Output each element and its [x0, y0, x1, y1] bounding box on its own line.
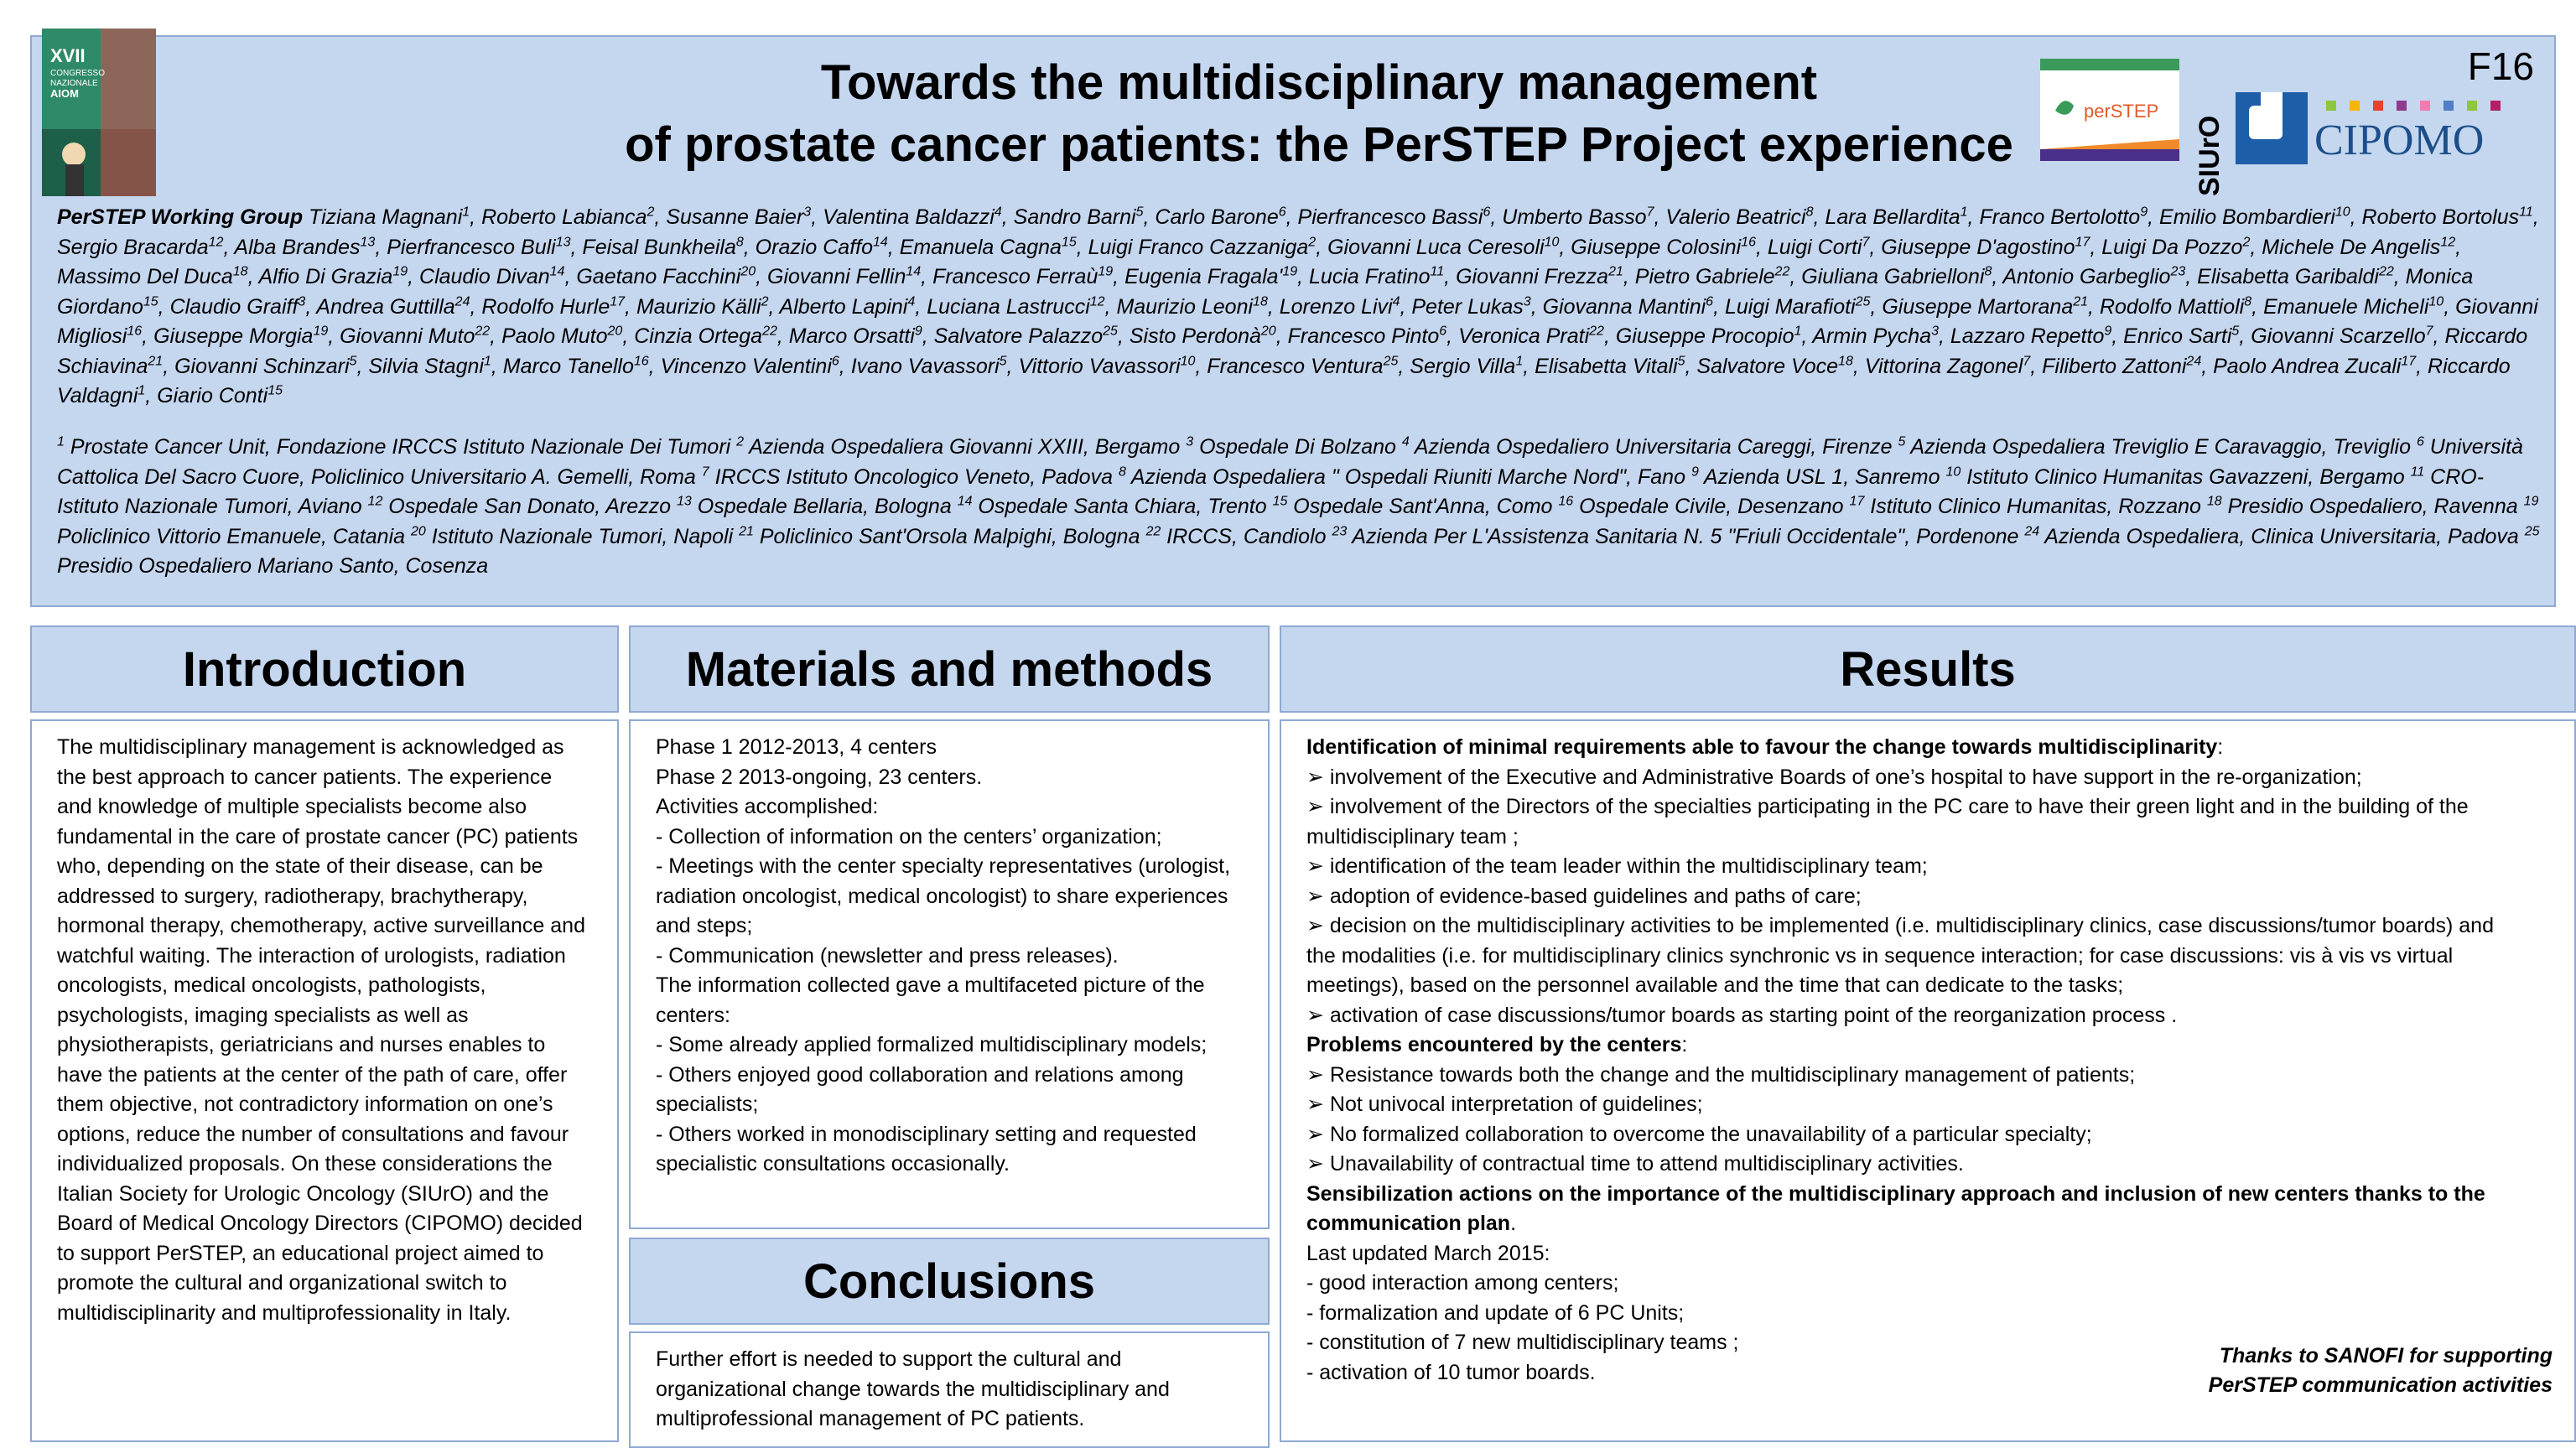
author-affiliation-index: 24: [2186, 354, 2202, 369]
author-affiliation-index: 25: [1383, 354, 1399, 369]
affiliation: Azienda Ospedaliera Giovanni XXIII, Bergamo: [744, 435, 1187, 459]
affiliation-index: 8: [1118, 465, 1126, 480]
author-affiliation-index: 22: [762, 324, 777, 339]
affiliation-index: 1: [57, 434, 65, 449]
author-affiliation-index: 16: [127, 324, 143, 339]
author-affiliation-index: 19: [313, 324, 329, 339]
affiliation: Azienda Ospedaliero Universitaria Careggi, Firenze: [1409, 435, 1898, 459]
author-name: Luigi Franco Cazzaniga$^2$: [1088, 235, 1317, 259]
methods-line: - Communication (newsletter and press releases).: [656, 943, 1119, 968]
author-affiliation-index: 24: [454, 294, 470, 309]
author-name: Giuseppe Martorana$^{21}$: [1882, 294, 2089, 319]
affiliation-index: 25: [2524, 524, 2540, 539]
affiliation-index: 20: [411, 524, 426, 539]
methods-line: - Some already applied formalized multidisciplinary models;: [656, 1033, 1208, 1056]
author-name: Salvatore Palazzo$^{25}$: [933, 324, 1118, 348]
acknowledgement: [2209, 1342, 2553, 1400]
author-affiliation-index: 22: [475, 324, 491, 339]
svg-text:CIPOMO: CIPOMO: [2314, 117, 2485, 164]
affiliation: Presidio Ospedaliero, Ravenna: [2221, 495, 2524, 518]
author-name: Rodolfo Mattioli$^8$: [2099, 294, 2252, 319]
author-affiliation-index: 18: [1838, 354, 1853, 369]
affiliation: Azienda USL 1, Sanremo: [1698, 465, 1946, 489]
author-affiliation-index: 15: [1061, 235, 1077, 250]
affiliation-index: 18: [2206, 494, 2222, 509]
author-affiliation-index: 4: [1392, 294, 1400, 309]
author-name: Lazzaro Repetto$^9$: [1950, 324, 2112, 348]
affiliation: Azienda Ospedaliera, Clinica Universitaria, Padova: [2039, 524, 2525, 548]
problems-title: Problems encountered by the centers: [1306, 1033, 1682, 1056]
author-affiliation-index: 1: [462, 205, 470, 220]
conclusions-body: Further effort is needed to support the cultural and organizational change towards the multidisciplinary and multiprofessional management of PC patients.: [629, 1331, 1270, 1448]
author-name: Salvatore Voce$^{18}$: [1696, 354, 1853, 378]
author-affiliation-index: 2: [761, 294, 769, 309]
author-affiliation-index: 13: [360, 235, 376, 250]
author-name: Massimo Del Duca$^{18}$: [57, 264, 248, 288]
author-name: Rodolfo Hurle$^{17}$: [481, 294, 626, 319]
author-affiliation-index: 2: [2242, 235, 2251, 250]
methods-line: - Meetings with the center specialty representatives (urologist, radiation oncologist, medical oncologist) to share experiences and steps;: [656, 854, 1231, 937]
author-name: Alberto Lapini$^4$: [779, 294, 916, 319]
identification-item: ➢ activation of case discussions/tumor boards as starting point of the reorganization process .: [1306, 1003, 2178, 1027]
author-affiliation-index: 9: [2104, 324, 2112, 339]
author-affiliation-index: 20: [607, 324, 623, 339]
author-affiliation-index: 6: [1439, 324, 1447, 339]
author-name: Emanuele Micheli$^{10}$: [2263, 294, 2444, 319]
svg-text:perSTEP: perSTEP: [2084, 101, 2159, 122]
author-affiliation-index: 14: [873, 235, 888, 250]
author-affiliation-index: 22: [1589, 324, 1604, 339]
affiliation-index: 11: [2410, 465, 2425, 480]
methods-line: Activities accomplished:: [656, 795, 879, 818]
congress-logo: [42, 29, 156, 196]
author-affiliation-index: 17: [2401, 354, 2417, 369]
methods-line: The information collected gave a multifaceted picture of the centers:: [656, 973, 1205, 1027]
author-affiliation-index: 18: [232, 264, 248, 279]
author-affiliation-index: 7: [1646, 205, 1654, 220]
problem-item: ➢ No formalized collaboration to overcome the unavailability of a particular specialty;: [1306, 1122, 2092, 1146]
affiliation-index: 6: [2416, 434, 2424, 449]
author-affiliation-index: 9: [914, 324, 922, 339]
introduction-body: The multidisciplinary management is acknowledged as the best approach to cancer patients. The experience and knowledge of multiple specialists become also fundamental in the care of prostate cancer (PC) patients who, depending on the state of their disease, can be addressed to surgery, radiotherapy, brachytherapy, hormonal therapy, chemotherapy, active surveillance and watchful waiting. The interaction of urologists, radiation oncologists, medical oncologists, pathologists, psychologists, imaging specialists as well as physiotherapists, geriatricians and nurses enables to have the patients at the center of the path of care, offer them objective, not contradictory information on one’s options, reduce the number of consultations and favour individualized proposals. On these considerations the Italian Society for Urologic Oncology (SIUrO) and the Board of Medical Oncology Directors (CIPOMO) decided to support PerSTEP, an educational project aimed to promote the cultural and organizational switch to multidisciplinarity and multiprofessionality in Italy.: [30, 719, 619, 1442]
last-updated: Last updated March 2015:: [1306, 1241, 1550, 1265]
author-name: Giovanni Scarzello$^7$: [2251, 324, 2433, 348]
title-line-1: Towards the multidisciplinary management: [820, 55, 1818, 110]
author-name: Roberto Bortolus$^{11}$: [2361, 205, 2533, 229]
svg-text:CONGRESSO: CONGRESSO: [50, 69, 106, 78]
author-affiliation-index: 14: [549, 264, 565, 279]
author-name: Francesco Pinto$^6$: [1287, 324, 1447, 348]
conclusions-heading: Conclusions: [629, 1238, 1270, 1325]
author-name: Antonio Garbeglio$^{23}$: [2002, 264, 2186, 288]
affiliation: Ospedale Bellaria, Bologna: [691, 495, 958, 518]
affiliation-index: 9: [1690, 465, 1699, 480]
author-name: Claudio Divan$^{14}$: [419, 264, 565, 288]
identification-title: Identification of minimal requirements able to favour the change towards multidisciplinarity: [1306, 735, 2218, 759]
author-name: Luciana Lastrucci$^{12}$: [927, 294, 1105, 319]
author-affiliation-index: 23: [2170, 264, 2186, 279]
affiliation-index: 21: [739, 524, 754, 539]
author-name: Vittorina Zagonel$^7$: [1864, 354, 2031, 378]
author-name: Marco Orsatti$^9$: [788, 324, 922, 348]
author-affiliation-index: 3: [1931, 324, 1939, 339]
author-affiliation-index: 19: [1098, 264, 1114, 279]
author-affiliation-index: 3: [298, 294, 306, 309]
affiliation-index: 7: [701, 465, 709, 480]
affiliation: Istituto Clinico Humanitas Gavazzeni, Bergamo: [1961, 465, 2411, 489]
affiliation-index: 10: [1945, 465, 1961, 480]
author-affiliation-index: 4: [994, 205, 1002, 220]
author-name: Umberto Basso$^7$: [1502, 205, 1654, 229]
author-affiliation-index: 12: [2440, 235, 2456, 250]
affiliation: Ospedale Di Bolzano: [1193, 435, 1402, 459]
poster-header: [30, 35, 2556, 607]
affiliation: Ospedale Santa Chiara, Trento: [972, 495, 1273, 518]
author-affiliation-index: 15: [267, 383, 283, 398]
author-name: Feisal Bunkheila$^8$: [582, 235, 744, 259]
author-name: Maurizio Leoni$^{18}$: [1116, 294, 1268, 319]
poster-code: F16: [2467, 44, 2534, 88]
affiliation: Prostate Cancer Unit, Fondazione IRCCS Istituto Nazionale Dei Tumori: [64, 435, 737, 459]
author-name: Maurizio Källi$^2$: [636, 294, 769, 319]
author-affiliation-index: 3: [803, 205, 812, 220]
author-name: Sandro Barni$^5$: [1013, 205, 1144, 229]
poster-title: [501, 52, 2137, 176]
author-name: Riccardo Valdagni$^1$: [57, 354, 2511, 407]
affiliation-index: 23: [1332, 524, 1348, 539]
affiliation-list: [57, 433, 2544, 582]
author-affiliation-index: 7: [2425, 324, 2433, 339]
author-name: Lara Bellardita$^1$: [1825, 205, 1968, 229]
author-name: Carlo Barone$^6$: [1155, 205, 1286, 229]
author-affiliation-index: 13: [555, 235, 571, 250]
sensibilization-title: Sensibilization actions on the importance of the multidisciplinary approach and inclusion of new centers thanks to the communication plan: [1306, 1181, 2485, 1235]
author-affiliation-index: 20: [1260, 324, 1276, 339]
author-affiliation-index: 8: [735, 235, 744, 250]
affiliation: CRO-Istituto Nazionale Tumori, Aviano: [57, 465, 2485, 518]
author-name: Marco Tanello$^{16}$: [502, 354, 649, 378]
identification-item: ➢ involvement of the Directors of the specialties participating in the PC care to have their green light and in the building of the multidisciplinary team ;: [1306, 795, 2469, 849]
author-name: Susanne Baier$^3$: [666, 205, 812, 229]
title-line-2: of prostate cancer patients: the PerSTEP Project experience: [625, 117, 2013, 172]
author-name: Giovanni Muto$^{22}$: [340, 324, 491, 348]
author-name: Giovanni Migliosi$^{16}$: [57, 294, 2538, 348]
author-affiliation-index: 15: [143, 294, 158, 309]
cipomo-logo: [2236, 92, 2512, 205]
working-group-label: PerSTEP Working Group: [57, 205, 304, 229]
author-name: Lucia Fratino$^{11}$: [1309, 264, 1445, 288]
author-name: Peter Lukas$^3$: [1411, 294, 1531, 319]
authors: Tiziana Magnani$^1$, Roberto Labianca$^2$, Susanne Baier$^3$, Valentina Baldazzi$^4$, Sandro Barni$^5$, Carlo Barone$^6$, Pierfrancesco Bassi$^6$, Umberto Basso$^7$, Valerio Beatrici$^8$, Lara Bellardita$^1$, Franco Bertolotto$^9$, Emilio Bombardieri$^{10}$, Roberto Bortolus$^{11}$, Sergio Bracarda$^{12}$, Alba Brandes$^{13}$, Pierfrancesco Buli$^{13}$, Feisal Bunkheila$^8$, Orazio Caffo$^{14}$, Emanuela Cagna$^{15}$, Luigi Franco Cazzaniga$^2$, Giovanni Luca Ceresoli$^{10}$, Giuseppe Colosini$^{16}$, Luigi Corti$^7$, Giuseppe D'agostino$^{17}$, Luigi Da Pozzo$^2$, Michele De Angelis$^{12}$, Massimo Del Duca$^{18}$, Alfio Di Grazia$^{19}$, Claudio Divan$^{14}$, Gaetano Facchini$^{20}$, Giovanni Fellin$^{14}$, Francesco Ferraù$^{19}$, Eugenia $Fragala'^{19}$, Lucia Fratino$^{11}$, Giovanni Frezza$^{21}$, Pietro Gabriele$^{22}$, Giuliana Gabrielloni$^8$, Antonio Garbeglio$^{23}$, Elisabetta Garibaldi$^{22}$, Monica Giordano$^{15}$, Claudio Graiff$^3$, Andrea Guttilla$^{24}$, Rodolfo Hurle$^{17}$, Maurizio Källi$^2$, Alberto Lapini$^4$, Luciana Lastrucci$^{12}$, Maurizio Leoni$^{18}$, Lorenzo Livi$^4$, Peter Lukas$^3$, Giovanna Mantini$^6$, Luigi Marafioti$^{25}$, Giuseppe Martorana$^{21}$, Rodolfo Mattioli$^8$, Emanuele Micheli$^{10}$, Giovanni Migliosi$^{16}$, Giuseppe Morgia$^{19}$, Giovanni Muto$^{22}$, Paolo Muto$^{20}$, Cinzia Ortega$^{22}$, Marco Orsatti$^9$, Salvatore Palazzo$^{25}$, Sisto Perdonà$^{20}$, Francesco Pinto$^6$, Veronica Prati$^{22}$, Giuseppe Procopio$^1$, Armin Pycha$^3$, Lazzaro Repetto$^9$, Enrico Sarti$^5$, Giovanni Scarzello$^7$, Riccardo Schiavina$^{21}$, Giovanni Schinzari$^5$, Silvia Stagni$^1$, Marco Tanello$^{16}$, Vincenzo Valentini$^6$, Ivano Vavassori$^5$, Vittorio Vavassori$^{10}$, Francesco Ventura$^{25}$, Sergio Villa$^1$, Elisabetta Vitali$^5$, Salvatore Voce$^{18}$, Vittorina Zagonel$^7$, Filiberto Zattoni$^{24}$, Paolo Andrea Zucali$^{17}$, Riccardo Valdagni$^1$, Giario Conti$^{15}$: [57, 205, 2539, 407]
author-affiliation-index: 11: [2519, 205, 2533, 220]
author-name: Giuseppe D'agostino$^{17}$: [1881, 235, 2090, 259]
author-name: Armin Pycha$^3$: [1812, 324, 1939, 348]
author-affiliation-index: 1: [138, 383, 146, 398]
update-item: - good interaction among centers;: [1306, 1271, 1619, 1295]
author-name: Riccardo Schiavina$^{21}$: [57, 324, 2528, 378]
affiliation: Ospedale Sant'Anna, Como: [1287, 495, 1559, 518]
author-name: Giovanni Schinzari$^5$: [174, 354, 357, 378]
affiliation-index: 2: [736, 434, 745, 449]
author-name: Franco Bertolotto$^9$: [1979, 205, 2148, 229]
problem-item: ➢ Unavailability of contractual time to attend multidisciplinary activities.: [1306, 1152, 1964, 1176]
update-item: - formalization and update of 6 PC Units;: [1306, 1300, 1685, 1325]
author-affiliation-index: 5: [1677, 354, 1685, 369]
author-name: Giuseppe Procopio$^1$: [1615, 324, 1802, 348]
author-name: Giovanna Mantini$^6$: [1542, 294, 1714, 319]
affiliation: IRCCS Istituto Oncologico Veneto, Padova: [709, 465, 1119, 489]
author-affiliation-index: 16: [633, 354, 649, 369]
author-name: Ivano Vavassori$^5$: [850, 354, 1007, 378]
affiliation-index: 5: [1898, 434, 1906, 449]
author-list: [57, 203, 2544, 412]
methods-line: - Others worked in monodisciplinary setting and requested specialistic consultations occasionally.: [656, 1122, 1197, 1176]
author-affiliation-index: 8: [1805, 205, 1814, 220]
affiliation: Ospedale San Donato, Arezzo: [382, 495, 678, 518]
author-name: Lorenzo Livi$^4$: [1279, 294, 1400, 319]
author-affiliation-index: 22: [1774, 264, 1790, 279]
author-affiliation-index: 19: [1282, 264, 1298, 279]
methods-body: [629, 719, 1270, 1229]
author-name: Pietro Gabriele$^{22}$: [1634, 264, 1790, 288]
identification-item: ➢ decision on the multidisciplinary activities to be implemented (i.e. multidisciplinary clinics, case discussions/tumor boards) and the modalities (i.e. for multidisciplinary clinics synchronic vs in sequence interaction; for case discussions: vis à vis vs virtual meetings), based on the personnel available and the time that can dedicate to the tasks;: [1306, 914, 2494, 997]
author-affiliation-index: 5: [999, 354, 1007, 369]
author-affiliation-index: 7: [1862, 235, 1870, 250]
author-affiliation-index: 25: [1855, 294, 1871, 309]
author-name: Veronica Prati$^{22}$: [1458, 324, 1604, 348]
author-name: Claudio Graiff$^3$: [169, 294, 306, 319]
author-name: Orazio Caffo$^{14}$: [755, 235, 888, 259]
author-affiliation-index: 6: [831, 354, 839, 369]
affiliation-index: 19: [2523, 494, 2539, 509]
author-affiliation-index: 1: [1960, 205, 1968, 220]
author-affiliation-index: 22: [2378, 264, 2394, 279]
author-affiliation-index: 17: [610, 294, 626, 309]
author-affiliation-index: 17: [2075, 235, 2090, 250]
affiliation-index: 24: [2024, 524, 2040, 539]
siuro-logo: [2190, 84, 2225, 196]
results-heading: Results: [1280, 625, 2576, 713]
methods-heading: Materials and methods: [629, 625, 1270, 713]
problem-item: ➢ Not univocal interpretation of guidelines;: [1306, 1092, 1703, 1116]
author-name: Alfio Di Grazia$^{19}$: [258, 264, 408, 288]
identification-item: ➢ adoption of evidence-based guidelines and paths of care;: [1306, 884, 1862, 908]
author-affiliation-index: 21: [1608, 264, 1623, 279]
affiliation-index: 13: [677, 494, 692, 509]
thanks-line-2: PerSTEP communication activities: [2208, 1373, 2553, 1397]
author-name: Roberto Labianca$^2$: [481, 205, 655, 229]
author-affiliation-index: 25: [1103, 324, 1118, 339]
author-name: Cinzia Ortega$^{22}$: [634, 324, 777, 348]
author-name: Enrico Sarti$^5$: [2123, 324, 2240, 348]
affiliation-index: 22: [1145, 524, 1161, 539]
author-name: Paolo Muto$^{20}$: [501, 324, 623, 348]
affiliation-index: 4: [1401, 434, 1410, 449]
author-name: Giovanni Luca Ceresoli$^{10}$: [1327, 235, 1560, 259]
author-name: Monica Giordano$^{15}$: [57, 265, 2474, 319]
affiliation: Istituto Clinico Humanitas, Rozzano: [1864, 495, 2207, 518]
identification-item: ➢ identification of the team leader within the multidisciplinary team;: [1306, 854, 1928, 878]
results-body: Identification of minimal requirements able to favour the change towards multidisciplinarity: ➢ involvement of the Executive and Administrative Boards of one’s hospital to have support in the re-organization; ➢ involvement of the Directors of the specialties participating in the PC care to have their green light and in the building of the multidisciplinary team ; ➢ identification of the team leader within the multidisciplinary team; ➢ adoption of evidence-based guidelines and paths of care; ➢ decision on the multidisciplinary activities to be implemented (i.e. multidisciplinary clinics, case discussions/tumor boards) and the modalities (i.e. for multidisciplinary clinics synchronic vs in sequence interaction; for case discussions: vis à vis vs virtual meetings), based on the personnel available and the time that can dedicate to the tasks; ➢ activation of case discussions/tumor boards as starting point of the reorganization process . Problems encountered by the centers: ➢ Resistance towards both the change and the multidisciplinary management of patients; ➢ Not univocal interpretation of guidelines; ➢ No formalized collaboration to overcome the unavailability of a particular specialty; ➢ Unavailability of contractual time to attend multidisciplinary activities. Sensibilization actions on the importance of the multidisciplinary approach and inclusion of new centers thanks to the communication plan. Last updated March 2015: - good interaction among centers; - formalization and update of 6 PC Units; - constitution of 7 new multidisciplinary teams ; - activation of 10 tumor boards. Thanks to SANOFI for supporting PerSTEP communication activities: [1280, 719, 2576, 1442]
author-name: Sisto Perdonà$^{20}$: [1129, 324, 1276, 348]
author-name: Elisabetta Garibaldi$^{22}$: [2197, 264, 2394, 288]
author-affiliation-index: 10: [1180, 354, 1196, 369]
affiliation: Ospedale Civile, Desenzano: [1573, 495, 1850, 518]
affiliation: Policlinico Vittorio Emanuele, Catania: [57, 524, 411, 548]
author-affiliation-index: 2: [1308, 235, 1317, 250]
author-name: Pierfrancesco Buli$^{13}$: [387, 235, 571, 259]
author-affiliation-index: 8: [2244, 294, 2252, 309]
author-affiliation-index: 10: [1544, 235, 1560, 250]
author-name: Michele De Angelis$^{12}$: [2262, 235, 2456, 259]
author-affiliation-index: 4: [907, 294, 916, 309]
author-name: Giuseppe Morgia$^{19}$: [153, 324, 329, 348]
affiliation: Università Cattolica Del Sacro Cuore, Policlinico Universitario A. Gemelli, Roma: [57, 435, 2523, 489]
author-name: Valentina Baldazzi$^4$: [823, 205, 1002, 229]
author-affiliation-index: 10: [2334, 205, 2350, 220]
author-affiliation-index: 20: [740, 264, 756, 279]
author-name: Tiziana Magnani$^1$: [309, 205, 470, 229]
author-name: Elisabetta Vitali$^5$: [1535, 354, 1685, 378]
author-name: Giario Conti$^{15}$: [157, 383, 283, 407]
affiliation: IRCCS, Candiolo: [1161, 524, 1332, 548]
author-affiliation-index: 6: [1706, 294, 1714, 309]
update-item: - activation of 10 tumor boards.: [1306, 1360, 1596, 1384]
author-name: Vincenzo Valentini$^6$: [660, 354, 839, 378]
author-name: Francesco Ferraù$^{19}$: [932, 264, 1114, 288]
affiliation: Policlinico Sant'Orsola Malpighi, Bologna: [753, 524, 1146, 548]
author-name: Paolo Andrea Zucali$^{17}$: [2213, 354, 2417, 378]
author-name: Emilio Bombardieri$^{10}$: [2159, 205, 2350, 229]
affiliation-index: 16: [1558, 494, 1574, 509]
methods-line: Phase 2 2013-ongoing, 23 centers.: [656, 765, 983, 789]
methods-line: - Others enjoyed good collaboration and relations among specialists;: [656, 1062, 1184, 1116]
author-affiliation-index: 5: [349, 354, 357, 369]
update-item: - constitution of 7 new multidisciplinary teams ;: [1306, 1331, 1739, 1354]
author-affiliation-index: 1: [1515, 354, 1524, 369]
author-name: Alba Brandes$^{13}$: [234, 235, 376, 259]
author-name: Giovanni Frezza$^{21}$: [1456, 264, 1623, 288]
author-affiliation-index: 10: [2428, 294, 2444, 309]
affiliation: Azienda Per L'Assistenza Sanitaria N. 5 "Friuli Occidentale", Pordenone: [1347, 524, 2025, 548]
author-name: Vittorio Vavassori$^{10}$: [1018, 354, 1196, 378]
author-affiliation-index: 16: [1741, 235, 1756, 250]
author-name: Sergio Bracarda$^{12}$: [57, 235, 224, 259]
author-name: Silvia Stagni$^1$: [368, 354, 491, 378]
affiliation: Azienda Ospedaliera " Ospedali Riuniti Marche Nord", Fano: [1125, 465, 1691, 489]
author-affiliation-index: 12: [1089, 294, 1105, 309]
author-name: Eugenia $Fragala'^{19}$: [1124, 264, 1298, 288]
author-affiliation-index: 5: [1135, 205, 1144, 220]
author-name: Sergio Villa$^1$: [1410, 354, 1524, 378]
author-name: Gaetano Facchini$^{20}$: [576, 264, 756, 288]
affiliation: Azienda Ospedaliera Treviglio E Caravaggio, Treviglio: [1905, 435, 2417, 459]
affiliation: Presidio Ospedaliero Mariano Santo, Cosenza: [57, 554, 489, 578]
author-affiliation-index: 8: [1984, 264, 1992, 279]
author-affiliation-index: 6: [1278, 205, 1286, 220]
author-affiliation-index: 12: [208, 235, 224, 250]
svg-text:AIOM: AIOM: [50, 87, 79, 100]
svg-text:NAZIONALE: NAZIONALE: [50, 79, 98, 88]
svg-text:XVII: XVII: [50, 45, 86, 66]
author-affiliation-index: 19: [392, 264, 408, 279]
author-name: Luigi Da Pozzo$^2$: [2101, 235, 2251, 259]
author-affiliation-index: 1: [483, 354, 491, 369]
affiliation-index: 14: [957, 494, 973, 509]
author-affiliation-index: 14: [906, 264, 922, 279]
author-name: Giuseppe Colosini$^{16}$: [1571, 235, 1756, 259]
author-name: Pierfrancesco Bassi$^6$: [1297, 205, 1491, 229]
author-name: Francesco Ventura$^{25}$: [1207, 354, 1399, 378]
author-affiliation-index: 18: [1253, 294, 1268, 309]
author-affiliation-index: 3: [1523, 294, 1531, 309]
author-name: Emanuela Cagna$^{15}$: [899, 235, 1077, 259]
author-name: Filiberto Zattoni$^{24}$: [2042, 354, 2202, 378]
author-affiliation-index: 9: [2140, 205, 2148, 220]
affiliation: Istituto Nazionale Tumori, Napoli: [425, 524, 740, 548]
affiliation-index: 15: [1272, 494, 1288, 509]
problem-item: ➢ Resistance towards both the change and the multidisciplinary management of patients;: [1306, 1062, 2136, 1087]
author-name: Giuliana Gabrielloni$^8$: [1801, 264, 1992, 288]
author-name: Luigi Corti$^7$: [1767, 235, 1870, 259]
introduction-heading: Introduction: [30, 625, 619, 713]
author-affiliation-index: 5: [2231, 324, 2240, 339]
author-affiliation-index: 21: [2073, 294, 2089, 309]
perstep-logo: [2040, 59, 2179, 161]
methods-line: Phase 1 2012-2013, 4 centers: [656, 735, 937, 759]
author-affiliation-index: 2: [647, 205, 655, 220]
affiliation-index: 17: [1849, 494, 1865, 509]
methods-line: - Collection of information on the centers’ organization;: [656, 824, 1162, 849]
affiliation-index: 12: [367, 494, 383, 509]
thanks-line-1: Thanks to SANOFI for supporting: [2219, 1344, 2553, 1368]
author-affiliation-index: 1: [1794, 324, 1802, 339]
author-name: Andrea Guttilla$^{24}$: [316, 294, 470, 319]
author-affiliation-index: 7: [2023, 354, 2031, 369]
author-name: Valerio Beatrici$^8$: [1665, 205, 1814, 229]
author-affiliation-index: 21: [148, 354, 164, 369]
author-affiliation-index: 6: [1483, 205, 1491, 220]
svg-text:SIUrO: SIUrO: [2194, 115, 2225, 196]
affiliation-index: 3: [1186, 434, 1194, 449]
author-name: Giovanni Fellin$^{14}$: [767, 264, 922, 288]
author-affiliation-index: 11: [1430, 264, 1445, 279]
identification-item: ➢ involvement of the Executive and Administrative Boards of one’s hospital to have support in the re-organization;: [1306, 765, 2362, 789]
author-name: Luigi Marafioti$^{25}$: [1724, 294, 1871, 319]
